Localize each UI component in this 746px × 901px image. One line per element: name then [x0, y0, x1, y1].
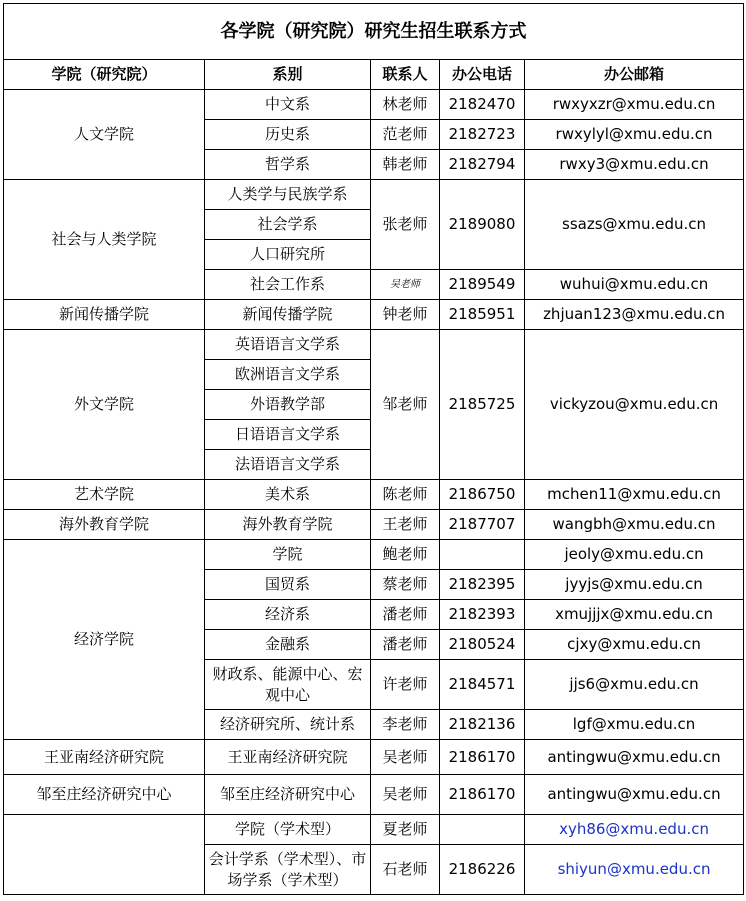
email-cell: rwxylyl@xmu.edu.cn — [525, 120, 744, 150]
department-cell: 社会工作系 — [205, 270, 371, 300]
email-cell: vickyzou@xmu.edu.cn — [525, 330, 744, 480]
table-row — [4, 300, 744, 330]
department-cell: 海外教育学院 — [205, 510, 371, 540]
phone-cell: 2186170 — [440, 740, 525, 775]
department-cell: 外语教学部 — [205, 390, 371, 420]
department-cell: 英语语言文学系 — [205, 330, 371, 360]
phone-cell: 2187707 — [440, 510, 525, 540]
department-cell: 学院（学术型） — [205, 815, 371, 845]
email-cell: rwxy3@xmu.edu.cn — [525, 150, 744, 180]
phone-cell: 2186750 — [440, 480, 525, 510]
header-college: 学院（研究院） — [4, 60, 205, 90]
contact-cell: 潘老师 — [371, 630, 440, 660]
contact-cell: 邹老师 — [371, 330, 440, 480]
header-email: 办公邮箱 — [525, 60, 744, 90]
phone-cell: 2182723 — [440, 120, 525, 150]
contact-cell: 夏老师 — [371, 815, 440, 845]
college-cell: 王亚南经济研究院 — [4, 740, 205, 775]
contact-cell: 范老师 — [371, 120, 440, 150]
contact-cell: 许老师 — [371, 660, 440, 710]
email-cell: mchen11@xmu.edu.cn — [525, 480, 744, 510]
contact-cell: 吴老师 — [371, 775, 440, 815]
phone-cell: 2182136 — [440, 710, 525, 740]
email-cell: wuhui@xmu.edu.cn — [525, 270, 744, 300]
department-cell: 法语语言文学系 — [205, 450, 371, 480]
department-cell: 会计学系（学术型）、市场学系（学术型） — [205, 845, 371, 895]
college-cell: 人文学院 — [4, 90, 205, 180]
phone-cell: 2184571 — [440, 660, 525, 710]
header-department: 系别 — [205, 60, 371, 90]
college-cell: 社会与人类学院 — [4, 180, 205, 300]
contact-cell: 韩老师 — [371, 150, 440, 180]
college-cell: 外文学院 — [4, 330, 205, 480]
college-cell — [4, 815, 205, 895]
table-row — [4, 510, 744, 540]
contact-cell: 钟老师 — [371, 300, 440, 330]
department-cell: 美术系 — [205, 480, 371, 510]
contact-cell: 吴老师 — [371, 740, 440, 775]
department-cell: 社会学系 — [205, 210, 371, 240]
phone-cell: 2189549 — [440, 270, 525, 300]
contact-cell: 蔡老师 — [371, 570, 440, 600]
department-cell: 财政系、能源中心、宏观中心 — [205, 660, 371, 710]
email-cell: cjxy@xmu.edu.cn — [525, 630, 744, 660]
department-cell: 邹至庄经济研究中心 — [205, 775, 371, 815]
phone-cell: 2180524 — [440, 630, 525, 660]
department-cell: 王亚南经济研究院 — [205, 740, 371, 775]
department-cell: 人口研究所 — [205, 240, 371, 270]
email-cell: ssazs@xmu.edu.cn — [525, 180, 744, 270]
phone-cell: 2185951 — [440, 300, 525, 330]
department-cell: 新闻传播学院 — [205, 300, 371, 330]
table-row — [4, 90, 744, 120]
email-link[interactable]: xyh86@xmu.edu.cn — [525, 815, 744, 845]
phone-cell: 2182470 — [440, 90, 525, 120]
page-title: 各学院（研究院）研究生招生联系方式 — [4, 4, 744, 60]
phone-cell: 2186226 — [440, 845, 525, 895]
contact-cell: 潘老师 — [371, 600, 440, 630]
email-link[interactable]: shiyun@xmu.edu.cn — [525, 845, 744, 895]
contact-cell: 张老师 — [371, 180, 440, 270]
contact-cell: 石老师 — [371, 845, 440, 895]
table-row — [4, 775, 744, 815]
department-cell: 经济系 — [205, 600, 371, 630]
department-cell: 金融系 — [205, 630, 371, 660]
contact-cell: 林老师 — [371, 90, 440, 120]
email-cell: jyyjs@xmu.edu.cn — [525, 570, 744, 600]
header-contact: 联系人 — [371, 60, 440, 90]
email-cell: rwxyxzr@xmu.edu.cn — [525, 90, 744, 120]
phone-cell: 2189080 — [440, 180, 525, 270]
table-row — [4, 540, 744, 570]
college-cell: 海外教育学院 — [4, 510, 205, 540]
table-row — [4, 815, 744, 845]
phone-cell: 2185725 — [440, 330, 525, 480]
table-row — [4, 740, 744, 775]
email-cell: antingwu@xmu.edu.cn — [525, 775, 744, 815]
college-cell: 艺术学院 — [4, 480, 205, 510]
department-cell: 日语语言文学系 — [205, 420, 371, 450]
department-cell: 哲学系 — [205, 150, 371, 180]
phone-cell: 2182395 — [440, 570, 525, 600]
phone-cell: 2186170 — [440, 775, 525, 815]
contact-cell: 王老师 — [371, 510, 440, 540]
table-row — [4, 180, 744, 210]
department-cell: 欧洲语言文学系 — [205, 360, 371, 390]
table-row — [4, 330, 744, 360]
phone-cell: 2182393 — [440, 600, 525, 630]
email-cell: jeoly@xmu.edu.cn — [525, 540, 744, 570]
contact-cell: 李老师 — [371, 710, 440, 740]
email-cell: antingwu@xmu.edu.cn — [525, 740, 744, 775]
contact-cell: 吴老师 — [371, 270, 440, 300]
department-cell: 人类学与民族学系 — [205, 180, 371, 210]
department-cell: 中文系 — [205, 90, 371, 120]
email-cell: xmujjjx@xmu.edu.cn — [525, 600, 744, 630]
table-row — [4, 480, 744, 510]
phone-cell: 2182794 — [440, 150, 525, 180]
contact-table — [3, 3, 744, 895]
email-cell: zhjuan123@xmu.edu.cn — [525, 300, 744, 330]
department-cell: 经济研究所、统计系 — [205, 710, 371, 740]
department-cell: 国贸系 — [205, 570, 371, 600]
email-cell: lgf@xmu.edu.cn — [525, 710, 744, 740]
college-cell: 邹至庄经济研究中心 — [4, 775, 205, 815]
department-cell: 历史系 — [205, 120, 371, 150]
header-phone: 办公电话 — [440, 60, 525, 90]
college-cell: 经济学院 — [4, 540, 205, 740]
department-cell: 学院 — [205, 540, 371, 570]
contact-cell: 陈老师 — [371, 480, 440, 510]
email-cell: jjs6@xmu.edu.cn — [525, 660, 744, 710]
phone-cell — [440, 815, 525, 845]
college-cell: 新闻传播学院 — [4, 300, 205, 330]
phone-cell — [440, 540, 525, 570]
email-cell: wangbh@xmu.edu.cn — [525, 510, 744, 540]
contact-cell: 鲍老师 — [371, 540, 440, 570]
